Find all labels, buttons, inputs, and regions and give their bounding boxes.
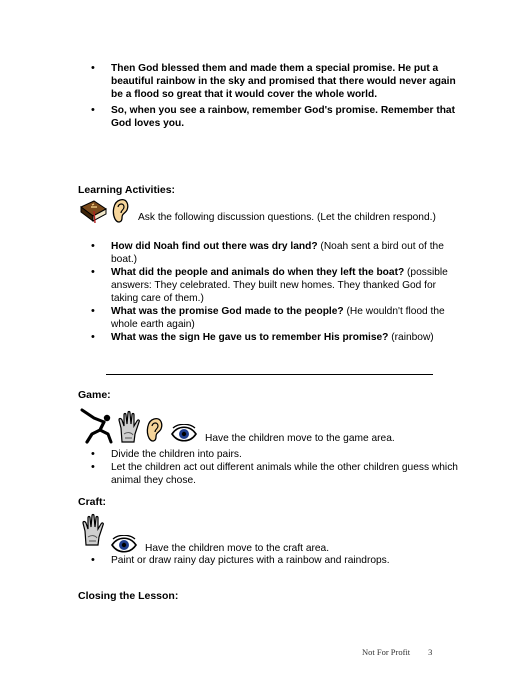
ear-icon <box>144 416 164 444</box>
closing-heading: Closing the Lesson: <box>78 590 179 602</box>
learning-activities-heading: Learning Activities: <box>78 184 176 196</box>
question-item: • What was the sign He gave us to remember His promise? (rainbow) <box>82 331 462 344</box>
hand-icon <box>116 410 142 444</box>
craft-instruction: Have the children move to the craft area. <box>145 543 330 554</box>
discussion-question-list <box>82 240 462 344</box>
craft-item-list <box>82 554 462 567</box>
bible-icon <box>78 197 108 225</box>
game-icon-row <box>78 404 395 444</box>
hand-icon <box>80 513 106 547</box>
game-instruction: Have the children move to the game area. <box>205 433 395 444</box>
eye-icon <box>110 535 138 555</box>
learning-instruction: Ask the following discussion questions. (Let the children respond.) <box>138 212 436 223</box>
craft-hand-icon-wrap <box>80 513 106 547</box>
craft-heading: Craft: <box>78 496 106 508</box>
story-bullet-list <box>82 62 462 130</box>
eye-icon <box>170 424 198 444</box>
story-bullet-1: • Then God blessed them and made them a special promise. He put a beautiful rainbow in the sky and promised that there would never again be a flood so great that it would cover the whole world. <box>82 62 462 101</box>
game-item: • Let the children act out different animals while the other children guess which animal they chose. <box>82 461 462 487</box>
game-heading: Game: <box>78 389 111 401</box>
game-item-list <box>82 448 462 487</box>
footer-text: Not For Profit <box>362 647 411 657</box>
story-bullet-2: • So, when you see a rainbow, remember God's promise. Remember that God loves you. <box>82 104 462 130</box>
question-item: • What did the people and animals do when they left the boat? (possible answers: They celebrated. They built new homes. They thanked God for taking care of them.) <box>82 266 462 305</box>
craft-item: • Paint or draw rainy day pictures with a rainbow and raindrops. <box>82 554 462 567</box>
page-number: 3 <box>428 647 433 657</box>
learning-icon-row <box>78 197 436 225</box>
ear-icon <box>110 197 130 225</box>
page-footer <box>362 647 432 657</box>
section-divider <box>106 374 433 375</box>
question-item: • How did Noah find out there was dry land? (Noah sent a bird out of the boat.) <box>82 240 462 266</box>
stretching-person-icon <box>78 404 114 444</box>
game-item: • Divide the children into pairs. <box>82 448 462 461</box>
craft-icon-row <box>110 535 329 555</box>
question-item: • What was the promise God made to the people? (He wouldn't flood the whole earth again) <box>82 305 462 331</box>
